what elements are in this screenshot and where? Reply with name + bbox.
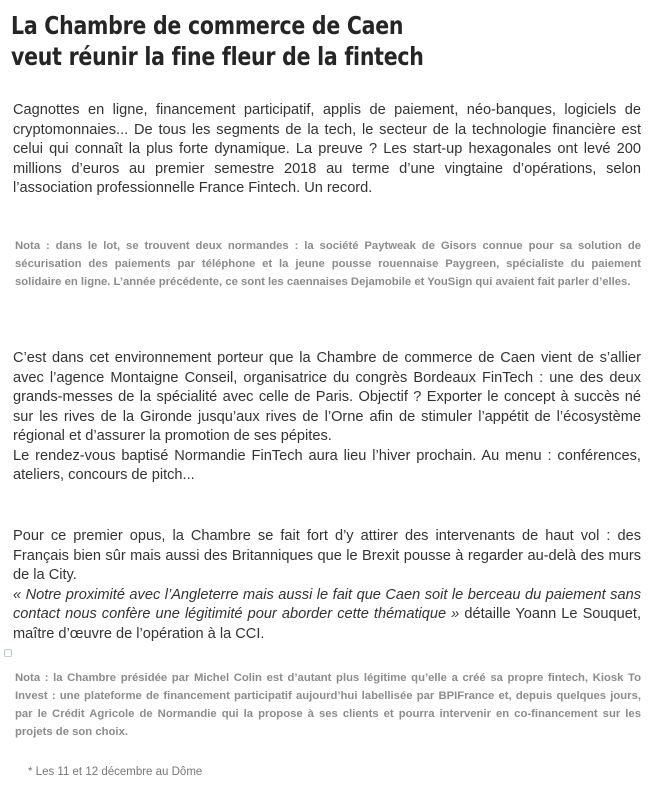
paragraph-partnership-main: C’est dans cet environnement porteur que la Chambre de commerce de Caen vient de s’allier avec l’agence Montaigne Conseil, organisatrice du congrès Bordeaux FinTech : une des deux grands-messes de la spécialité avec celle de Paris. Objectif ? Exporter le concept à succès né sur les rives de la Gironde jusqu’aux rives de l’Orne afin de stimuler l’appétit de l’écosystème régional et d’assurer la promotion de ses pépites. [13, 350, 641, 444]
article-headline [11, 10, 544, 72]
paragraph-quote-block [13, 586, 641, 645]
paragraph-partnership [13, 349, 641, 486]
headline-line-1: La Chambre de commerce de Caen [11, 11, 404, 40]
event-date-footnote: * Les 11 et 12 décembre au Dôme [28, 766, 203, 778]
nota-normandes: Nota : dans le lot, se trouvent deux normandes : la société Paytweak de Gisors connue pour sa solution de sécurisation des paiements par téléphone et la jeune pousse rouennaise Paygreen, spécialiste du paiement solidaire en ligne. L’année précédente, ce sont les caennaises Dejamobile et YouSign qui avaient fait parler d’elles. [15, 240, 641, 288]
nota-kiosk-to-invest: Nota : la Chambre présidée par Michel Colin est d’autant plus légitime qu’elle a créé sa propre fintech, Kiosk To Invest : une plateforme de financement participatif aujourd’hui labellisée par BPIFrance et, depuis quelques jours, par le Crédit Agricole de Normandie qui la propose à ses clients et pourra intervenir en co-financement sur les projets de son choix. [15, 672, 641, 738]
paragraph-speakers [13, 527, 641, 644]
paragraph-intro: Cagnottes en ligne, financement participatif, applis de paiement, néo-banques, logiciels de cryptomonnaies... De tous les segments de la tech, le secteur de la technologie financière est celui qui connaît la plus forte dynamique. La preuve ? Les start-up hexagonales ont levé 200 millions d’euros au premier semestre 2018 au terme d’une vingtaine d’opérations, selon l’association professionnelle France Fintech. Un record. [13, 102, 641, 196]
scan-artifact-icon [4, 649, 12, 657]
paragraph-speakers-main: Pour ce premier opus, la Chambre se fait fort d’y attirer des intervenants de haut vol : des Français bien sûr mais aussi des Britanniques que le Brexit pousse à regarder au-delà des murs de la City. [13, 528, 641, 583]
quote-attribution: détaille Yoann Le Souquet, maître d’œuvre de l’opération à la CCI. [13, 606, 641, 642]
quote-text: « Notre proximité avec l’Angleterre mais aussi le fait que Caen soit le berceau du paiement sans contact nous confère une légitimité pour aborder cette thématique » [13, 586, 641, 622]
headline-line-2: veut réunir la fine fleur de la fintech [11, 42, 424, 71]
paragraph-event-announcement: Le rendez-vous baptisé Normandie FinTech aura lieu l’hiver prochain. Au menu : conférences, ateliers, concours de pitch... [13, 447, 641, 483]
